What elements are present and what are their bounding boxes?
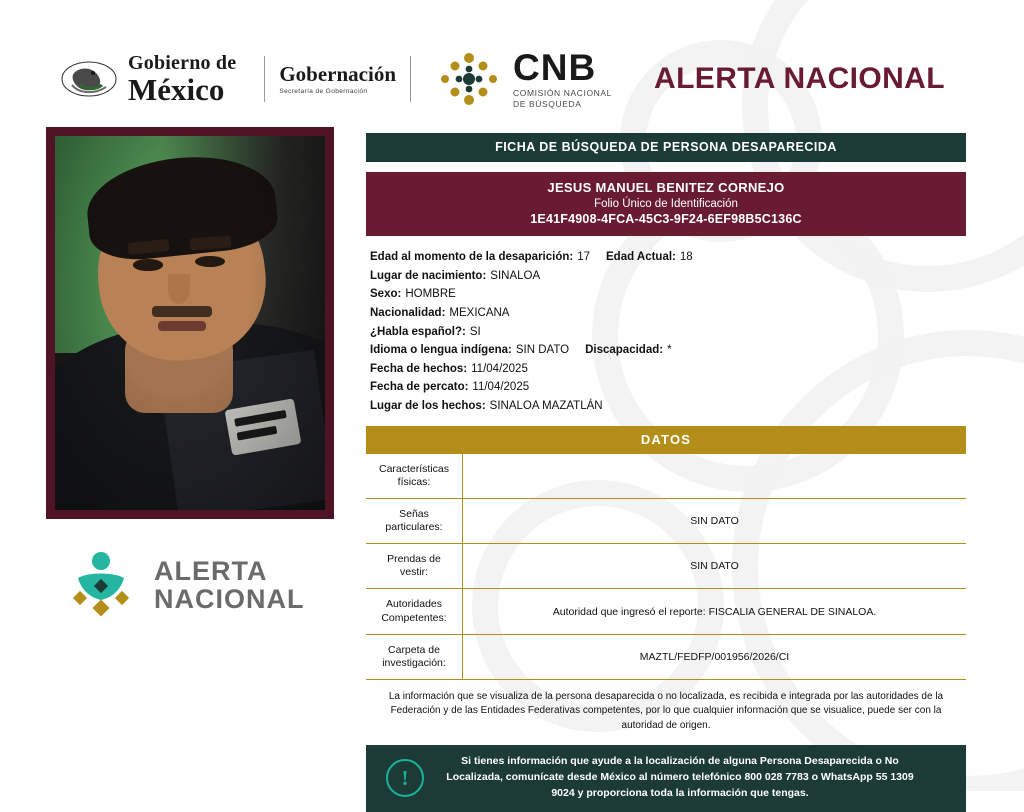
cnb-sub-line2: DE BÚSQUEDA — [513, 98, 582, 109]
fact-label: Fecha de hechos: — [370, 362, 468, 375]
cnb-logo — [435, 46, 612, 109]
fact-label: Sexo: — [370, 288, 402, 301]
row-value: SIN DATO — [463, 544, 967, 589]
fact-row — [370, 360, 966, 379]
row-label: Señas particulares: — [366, 498, 463, 543]
gobierno-label: Gobierno de — [128, 52, 237, 74]
record-panel — [366, 133, 966, 812]
alerta-nacional-logo — [62, 545, 332, 625]
row-value — [463, 454, 967, 499]
fact-row — [370, 304, 966, 323]
fact-value: HOMBRE — [405, 288, 456, 301]
fact-label: Edad al momento de la desaparición: — [370, 251, 574, 263]
fact-value: MEXICANA — [449, 306, 510, 319]
alerta-nacional-title: ALERTA NACIONAL — [654, 62, 945, 95]
fact-label: Lugar de nacimiento: — [370, 269, 487, 282]
row-value: Autoridad que ingresó el reporte: FISCALIA GENERAL DE SINALOA. — [463, 589, 967, 634]
person-photo-frame — [46, 127, 334, 519]
person-photo — [55, 136, 325, 510]
cnb-mark-icon — [435, 50, 503, 108]
gobernacion-logo — [279, 63, 396, 94]
gobernacion-label: Gobernación — [279, 62, 396, 87]
fact-value: SIN DATO — [515, 344, 570, 357]
ficha-banner: FICHA DE BÚSQUEDA DE PERSONA DESAPARECIDA — [366, 133, 966, 162]
table-row — [366, 454, 966, 499]
page-header — [60, 48, 965, 110]
contact-banner — [366, 745, 966, 811]
table-row — [366, 634, 966, 679]
alerta-nacional-mark-icon — [62, 548, 140, 622]
fact-value: 17 — [577, 251, 591, 263]
gobierno-de-mexico-logo — [60, 53, 250, 105]
row-label: Carpeta de investigación: — [366, 634, 463, 679]
cnb-sub-line1: COMISIÓN NACIONAL — [513, 87, 612, 98]
exclamation-icon: ! — [386, 759, 424, 797]
fact-value: SINALOA MAZATLÁN — [489, 400, 603, 412]
fact-label-2: Edad Actual: — [606, 251, 676, 263]
fact-row — [370, 267, 966, 286]
fact-label: Nacionalidad: — [370, 306, 446, 319]
eagle-coat-of-arms-icon — [60, 59, 118, 99]
fact-value: 11/04/2025 — [471, 362, 528, 375]
row-label: Autoridades Competentes: — [366, 589, 463, 634]
alerta-logo-line1: ALERTA — [154, 555, 268, 586]
fact-row — [370, 397, 966, 416]
fact-label: ¿Habla español?: — [370, 325, 466, 338]
fact-value: SINALOA — [490, 269, 541, 282]
disclaimer-text: La información que se visualiza de la persona desaparecida o no localizada, es recibida e integrada por las autoridades de la Federación y de las Entidades Federativas competentes, por lo que cualquier información que se visualice, puede ser con la autoridad de origen. — [388, 690, 944, 731]
row-value: SIN DATO — [463, 498, 967, 543]
fact-value: 11/04/2025 — [472, 381, 530, 394]
contact-text: Si tienes información que ayude a la localización de alguna Persona Desaparecida o No Localizada, comunícate desde México al número telefónico 800 028 7783 o WhatsApp 55 1309 9024 y proporciona toda la información que tengas. — [446, 755, 914, 799]
fact-row — [370, 323, 966, 342]
fact-label: Fecha de percato: — [370, 381, 469, 394]
person-name: JESUS MANUEL BENITEZ CORNEJO — [547, 180, 785, 195]
fact-value: SI — [469, 325, 481, 338]
fact-row — [370, 248, 966, 267]
fact-label-2: Discapacidad: — [585, 344, 664, 357]
header-divider-1 — [264, 56, 265, 102]
table-row — [366, 498, 966, 543]
fact-value-2: 18 — [679, 251, 693, 263]
row-value: MAZTL/FEDFP/001956/2026/CI — [463, 634, 967, 679]
datos-table — [366, 454, 966, 680]
person-name-banner — [366, 172, 966, 236]
fact-row — [370, 341, 966, 360]
header-divider-2 — [410, 56, 411, 102]
alerta-logo-line2: NACIONAL — [154, 584, 305, 614]
fact-label: Idioma o lengua indígena: — [370, 344, 512, 357]
fact-row — [370, 378, 966, 397]
fact-value-2: * — [667, 344, 672, 357]
person-facts — [366, 248, 966, 416]
fact-row — [370, 285, 966, 304]
row-label: Características físicas: — [366, 454, 463, 499]
fact-label: Lugar de los hechos: — [370, 400, 486, 412]
gobernacion-sublabel: Secretaría de Gobernación — [279, 87, 368, 95]
row-label: Prendas de vestir: — [366, 544, 463, 589]
folio-value: 1E41F4908-4FCA-45C3-9F24-6EF98B5C136C — [530, 212, 802, 226]
folio-label: Folio Único de Identificación — [594, 198, 738, 210]
table-row — [366, 544, 966, 589]
cnb-acronym: CNB — [513, 46, 597, 88]
mexico-label: México — [128, 72, 225, 107]
datos-header: DATOS — [366, 426, 966, 454]
table-row — [366, 589, 966, 634]
